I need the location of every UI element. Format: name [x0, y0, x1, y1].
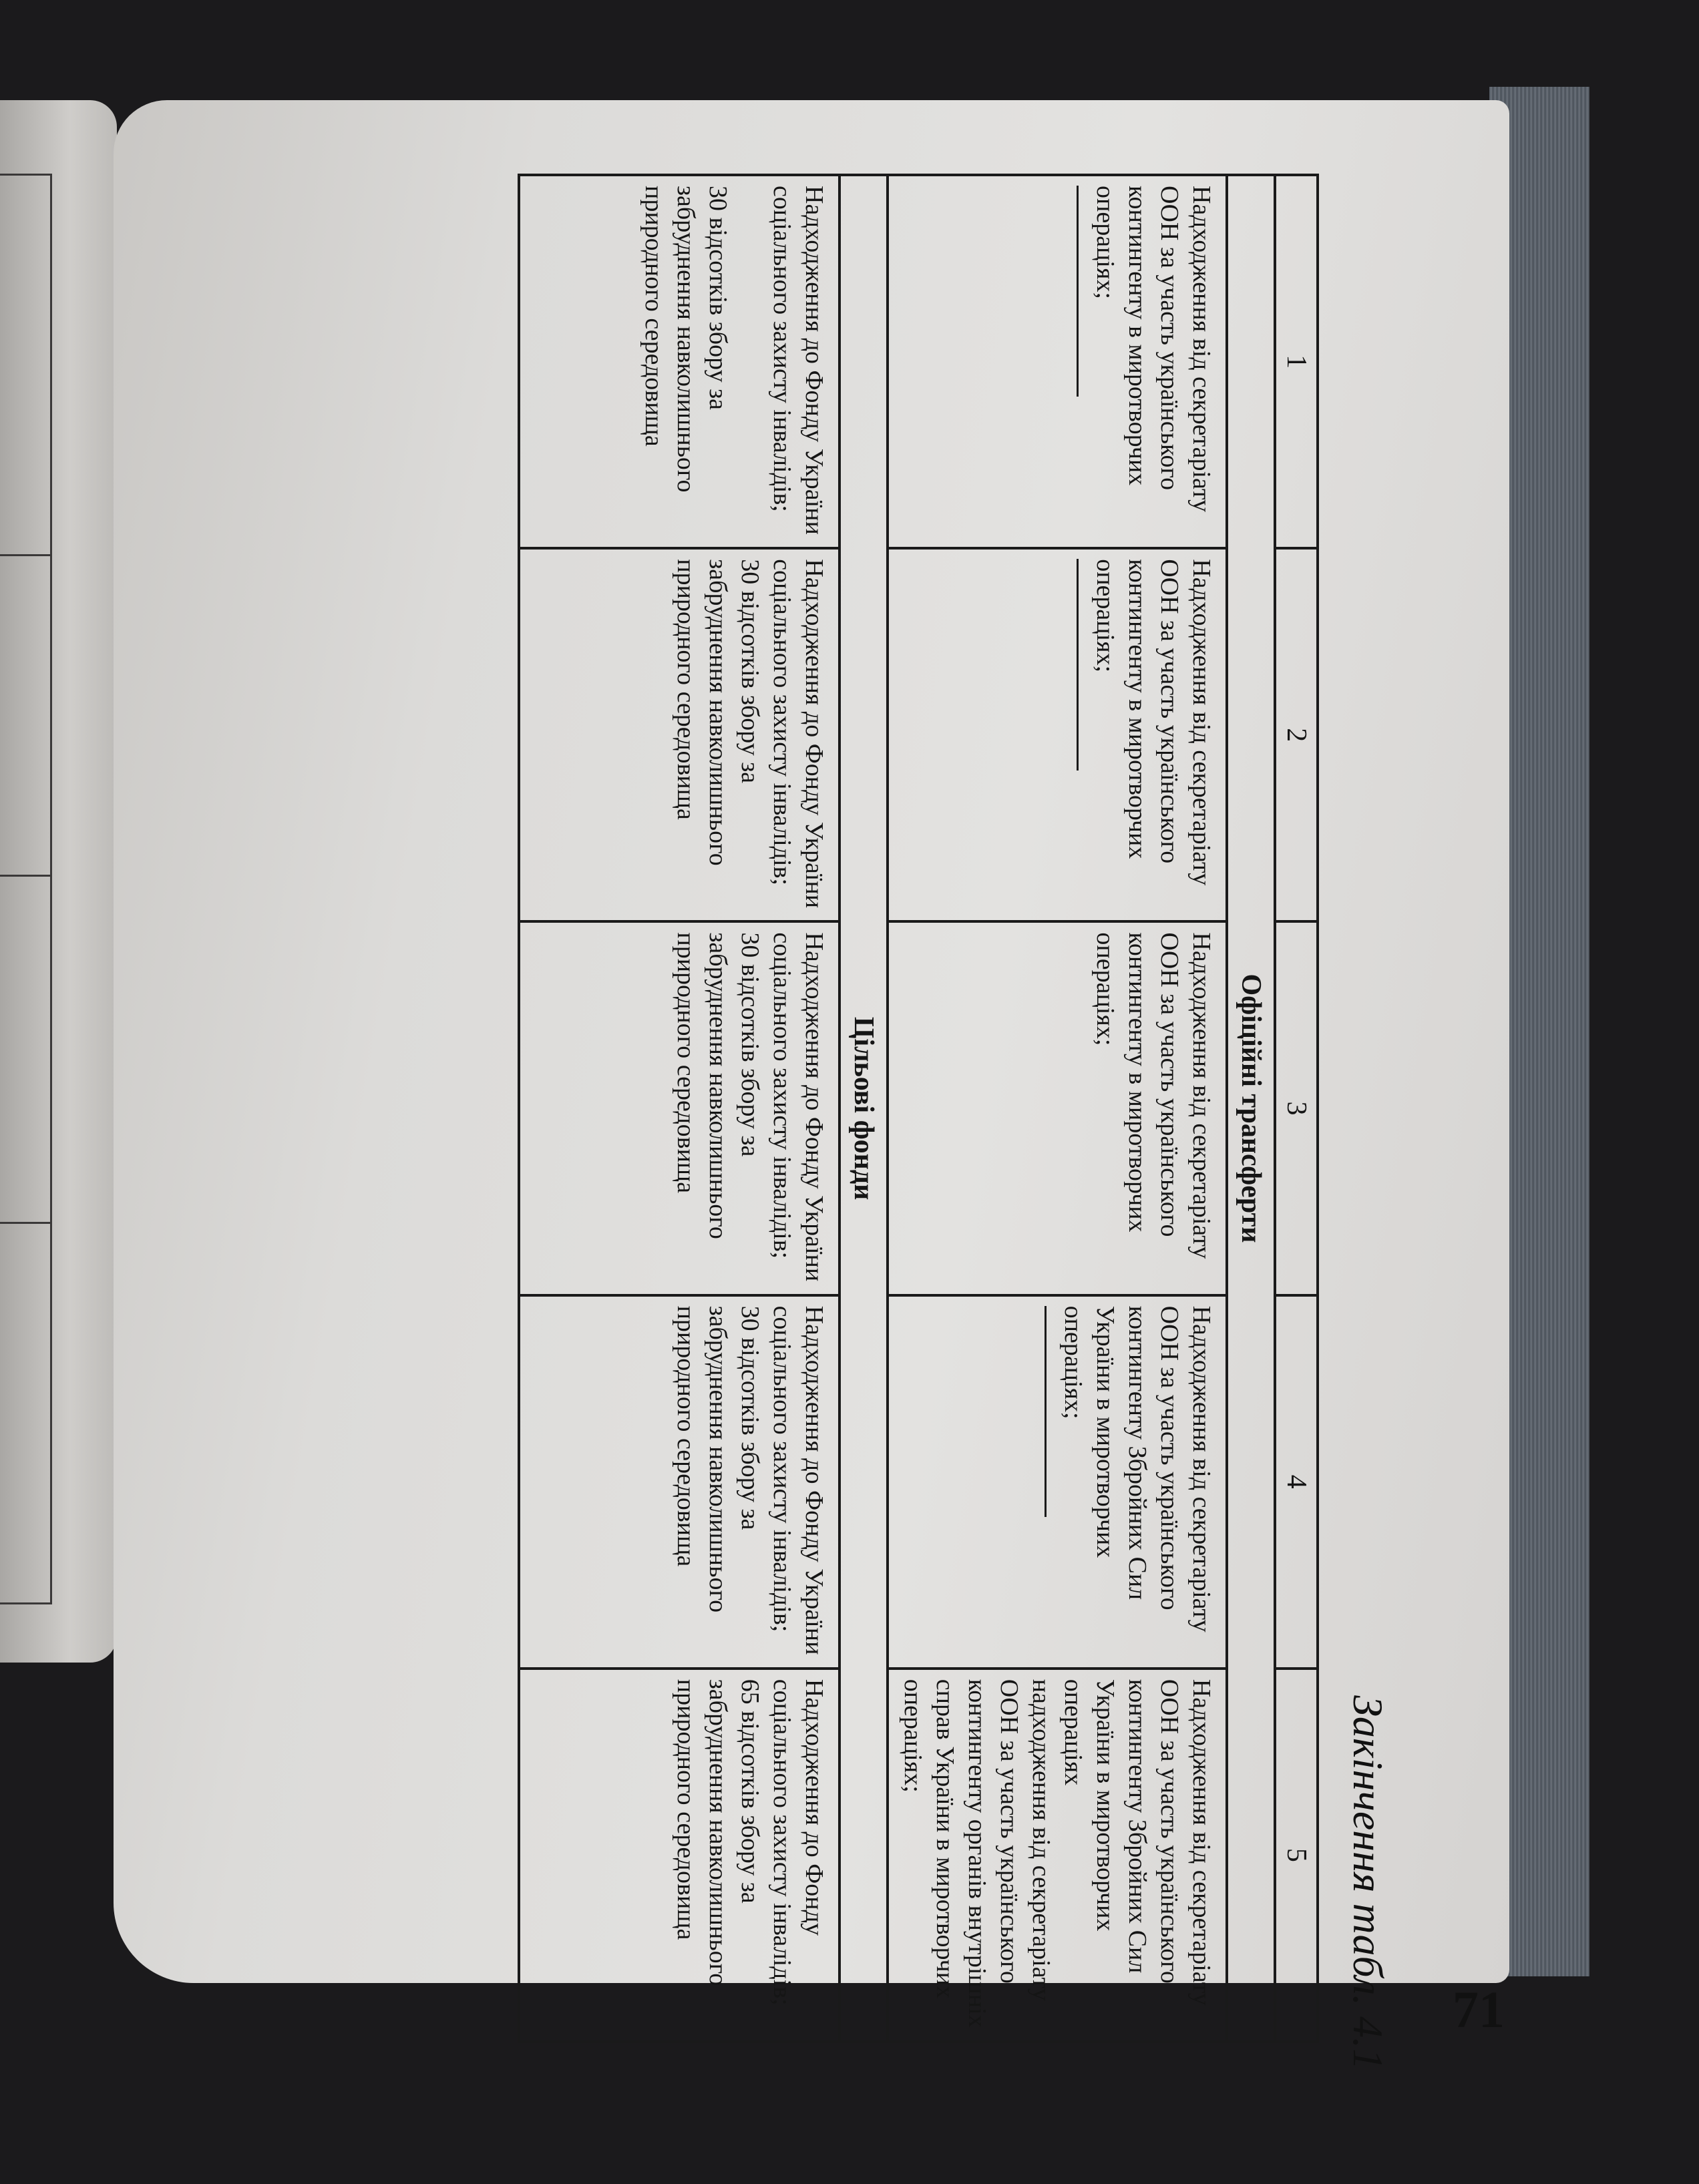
section-title-target-funds: Цільові фонди: [839, 175, 888, 2042]
cell-text: Надходження до Фонду України соціального захисту інвалідів;: [768, 1305, 828, 1655]
previous-page-rule: [0, 1602, 52, 1604]
column-number: 4: [1275, 1295, 1318, 1669]
section-title-official-transfers: Офіційні трансферти: [1227, 175, 1275, 2042]
column-number: 5: [1275, 1669, 1318, 2042]
cell-text: 65 відсотків збору за забруднення навколишнього природного середовища: [672, 1679, 764, 1986]
column-number: 1: [1275, 175, 1318, 548]
cell-text: 30 відсотків збору за забруднення навколишнього природного середовища: [672, 932, 764, 1239]
cell-text: надходження від секретаріату ООН за участь українського контингенту органів внутрішніх справ України в миротворчих операціях;: [899, 1679, 1055, 2028]
table-cell: [888, 921, 1227, 1295]
previous-page-rule: [0, 1222, 52, 1224]
section-row: [1227, 175, 1275, 2042]
previous-page: [0, 100, 117, 1663]
table-cell: [888, 548, 1227, 921]
table-cell: [519, 175, 839, 548]
cell-text: 30 відсотків збору за забруднення навколишнього природного середовища: [672, 559, 764, 866]
table-row: [519, 175, 839, 2042]
cell-text: 30 відсотків збору за забруднення навколишнього природного середовища: [672, 1305, 764, 1613]
cell-separator: [1077, 186, 1079, 397]
table-cell: [519, 921, 839, 1295]
header-row: [1275, 175, 1318, 2042]
column-number: 2: [1275, 548, 1318, 921]
previous-page-rule: [0, 554, 52, 556]
table-cell: [519, 548, 839, 921]
column-number: 3: [1275, 921, 1318, 1295]
table-cell: [888, 1295, 1227, 1669]
previous-page-table-border: [50, 174, 52, 1602]
rotated-table-area: [491, 174, 1392, 2110]
table-cell: [519, 1669, 839, 2042]
cell-text: Надходження до Фонду України соціального захисту інвалідів;: [768, 559, 828, 909]
cell-text: Надходження до Фонду України соціального захисту інвалідів;: [768, 932, 828, 1282]
page-number: 71: [1453, 1980, 1505, 2038]
cell-separator: [1045, 1306, 1047, 1517]
previous-page-rule: [0, 174, 52, 176]
cell-text: Надходження від секретаріату ООН за участь українського контингенту Збройних Сил України в миротворчих операціях: [1059, 1679, 1215, 2006]
cell-text: 30 відсотків збору за забруднення навколишнього природного середовища: [640, 186, 732, 493]
cell-text: Надходження до Фонду України соціального захисту інвалідів;: [768, 186, 828, 535]
cell-text: Надходження від секретаріату ООН за участь українського контингенту в миротворчих операціях;: [1091, 559, 1215, 886]
cell-separator: [1077, 559, 1079, 770]
cell-text: Надходження від секретаріату ООН за участь українського контингенту Збройних Сил України в миротворчих операціях;: [1059, 1305, 1215, 1632]
table-caption: Закінчення табл. 4.1: [1344, 1695, 1392, 2070]
previous-page-rule: [0, 875, 52, 877]
cell-text: Надходження до Фонду соціального захисту інвалідів;: [768, 1679, 828, 2006]
table-cell: [519, 1295, 839, 1669]
table-cell: [888, 1669, 1227, 2042]
table-cell: [888, 175, 1227, 548]
table-row: [888, 175, 1227, 2042]
cell-text: Надходження від секретаріату ООН за участь українського контингенту в миротворчих операціях;: [1091, 932, 1215, 1259]
section-row: [839, 175, 888, 2042]
cell-text: Надходження від секретаріату ООН за участь українського контингенту в миротворчих операціях;: [1091, 186, 1215, 513]
revenue-table: [518, 174, 1319, 2043]
